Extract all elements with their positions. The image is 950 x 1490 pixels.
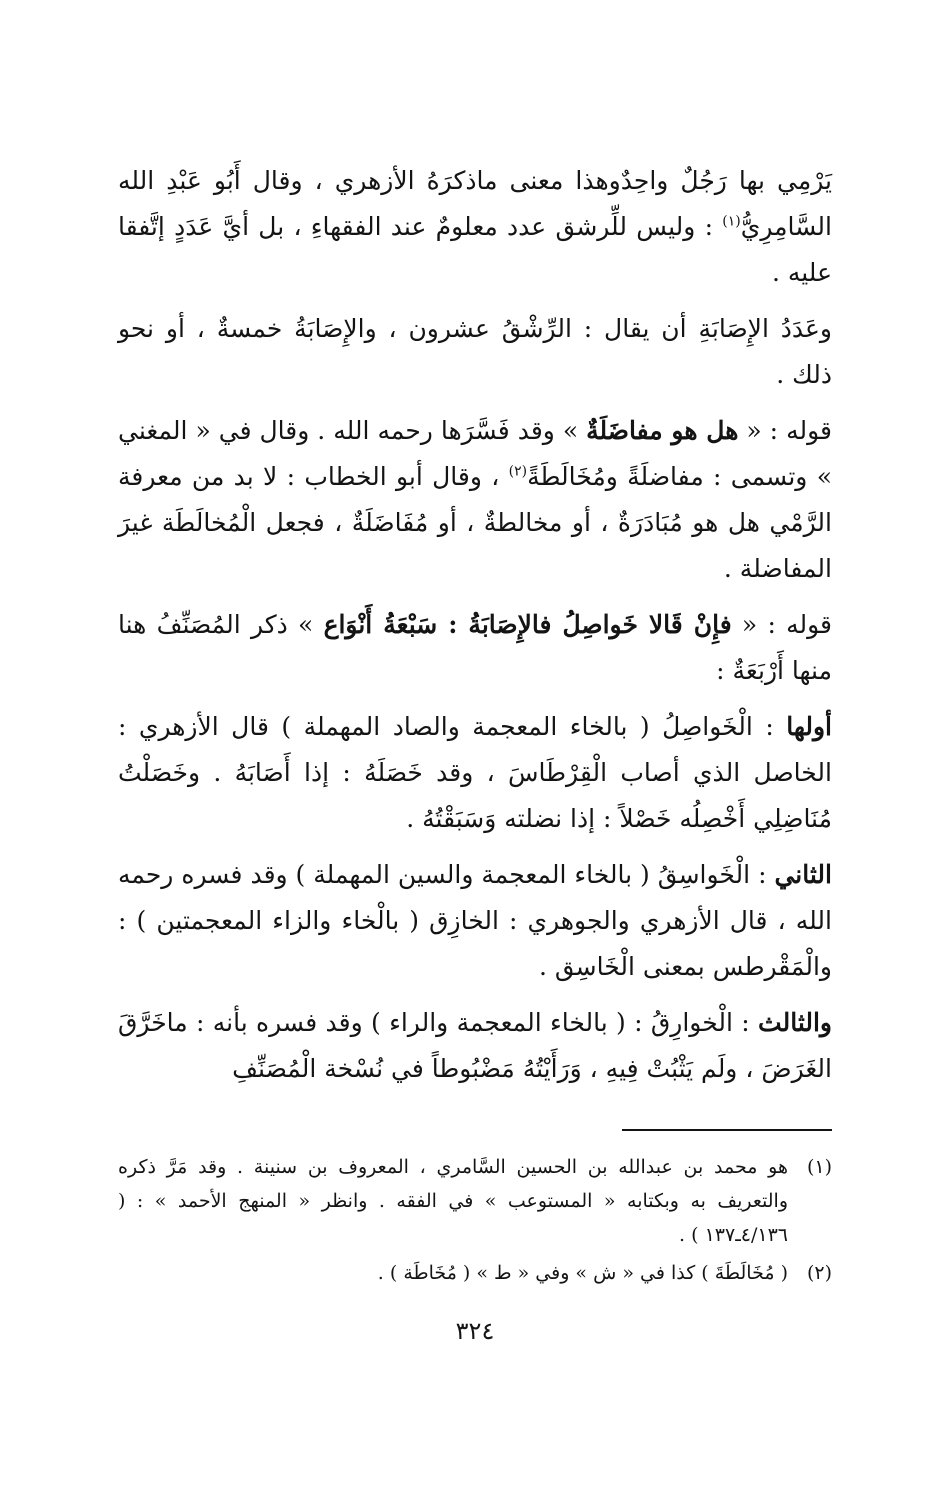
p3-text-c: ، وقال أبو الخطاب : لا بد من معرفة الرَّمْي هل هو مُبَادَرَةٌ ، أو مخالطةٌ ، أو مُفَاضَلَةٌ ، فجعل الْمُخالَطَة غيرَ المفاضلة .: [118, 462, 832, 583]
main-text: [118, 158, 832, 1102]
footnote-separator: [622, 1129, 832, 1131]
footnote-1: [118, 1150, 832, 1252]
p6-text: : الْخَواسِقُ ( بالخاء المعجمة والسين المهملة ) وقد فسره رحمه الله ، قال الأزهري والجوهري : الخازِق ( بالْخاء والزاء المعجمتين ) : والْمَقْرطس بمعنى الْخَاسِق .: [118, 860, 832, 981]
p1-text-cont: : وليس للِّرشق عدد معلومٌ عند الفقهاءِ ، بل أيَّ عَدَدٍ إتَّفقا عليه .: [118, 212, 832, 287]
footnote-2: [118, 1256, 832, 1290]
p2-text: وعَدَدُ الإِصَابَةِ أن يقال : الرِّشْقُ عشرون ، والإِصَابَةُ خمسةٌ ، أو نحو ذلك .: [118, 314, 832, 389]
footnote-2-number: (٢): [806, 1262, 832, 1284]
footnote-1-text: هو محمد بن عبدالله بن الحسين السَّامري ، المعروف بن سنينة . وقد مَرَّ ذكره والتعريف به وبكتابه « المستوعب » في الفقه . وانظر « المنهج الأحمد » : ( ٤/١٣٦ـ١٣٧ ) .: [118, 1156, 788, 1246]
footnote-2-text: ( مُخَالَطَةَ ) كذا في « ش » وفي « ط » ( مُخَاطَة ) .: [377, 1262, 788, 1284]
paragraph-4: [118, 602, 832, 694]
p3-quoted-term: هل هو مفاضَلَةٌ: [586, 416, 739, 445]
p3-text-b: » وقد فَسَّرَها رحمه الله . وقال في « المغني » وتسمى : مفاضلَةً ومُخَالَطَةً: [118, 416, 832, 491]
page-number: ٣٢٤: [455, 1317, 495, 1345]
paragraph-6: [118, 852, 832, 990]
p4-text-a: قوله : «: [731, 610, 832, 639]
paragraph-2: [118, 306, 832, 398]
p5-heading: أولها: [786, 712, 832, 741]
p1-text: يَرْمِي بها رَجُلٌ واحِدٌوهذا معنى ماذكرَهُ الأزهري ، وقال أَبُو عَبْدِ الله السَّامِرِيُّ: [118, 166, 832, 241]
p6-heading: الثاني: [774, 860, 832, 889]
footnotes: [118, 1150, 832, 1294]
p7-text: : الْخوارِقُ : ( بالخاء المعجمة والراء ) وقد فسره بأنه : ماخَرَّقَ الغَرَضَ ، ولَم يَثْبُتْ فِيهِ ، وَرَأَيْتُهُ مَضْبُوطاً في نُسْخة الْمُصَنِّفِ: [118, 1008, 832, 1083]
footnote-1-number: (١): [806, 1156, 832, 1178]
p7-heading: والثالث: [758, 1008, 832, 1037]
p3-text-a: قوله : «: [738, 416, 832, 445]
p5-text: : الْخَواصِلُ ( بالخاء المعجمة والصاد المهملة ) قال الأزهري : الخاصل الذي أصاب الْقِرْطَاسَ ، وقد خَصَلَهُ : إذا أَصَابَهُ . وخَصَلْتُ مُنَاضِلِي أَخْصِلُه خَصْلاً : إذا نضلته وَسَبَقْتُهُ .: [118, 712, 832, 833]
footnote-ref-2[interactable]: (٢): [508, 463, 528, 480]
p4-quoted-term: فإِنْ قَالا خَواصِلُ فالإِصَابَةُ : سَبْعَةُ أَنْوَاع: [323, 610, 732, 639]
p4-text-b: » ذكر المُصَنِّفُ هنا منها أَرْبَعَةٌ :: [118, 610, 832, 685]
paragraph-5: [118, 704, 832, 842]
footnote-ref-1[interactable]: (١): [722, 213, 741, 230]
paragraph-7: [118, 1000, 832, 1092]
paragraph-1: [118, 158, 832, 296]
paragraph-3: [118, 408, 832, 592]
